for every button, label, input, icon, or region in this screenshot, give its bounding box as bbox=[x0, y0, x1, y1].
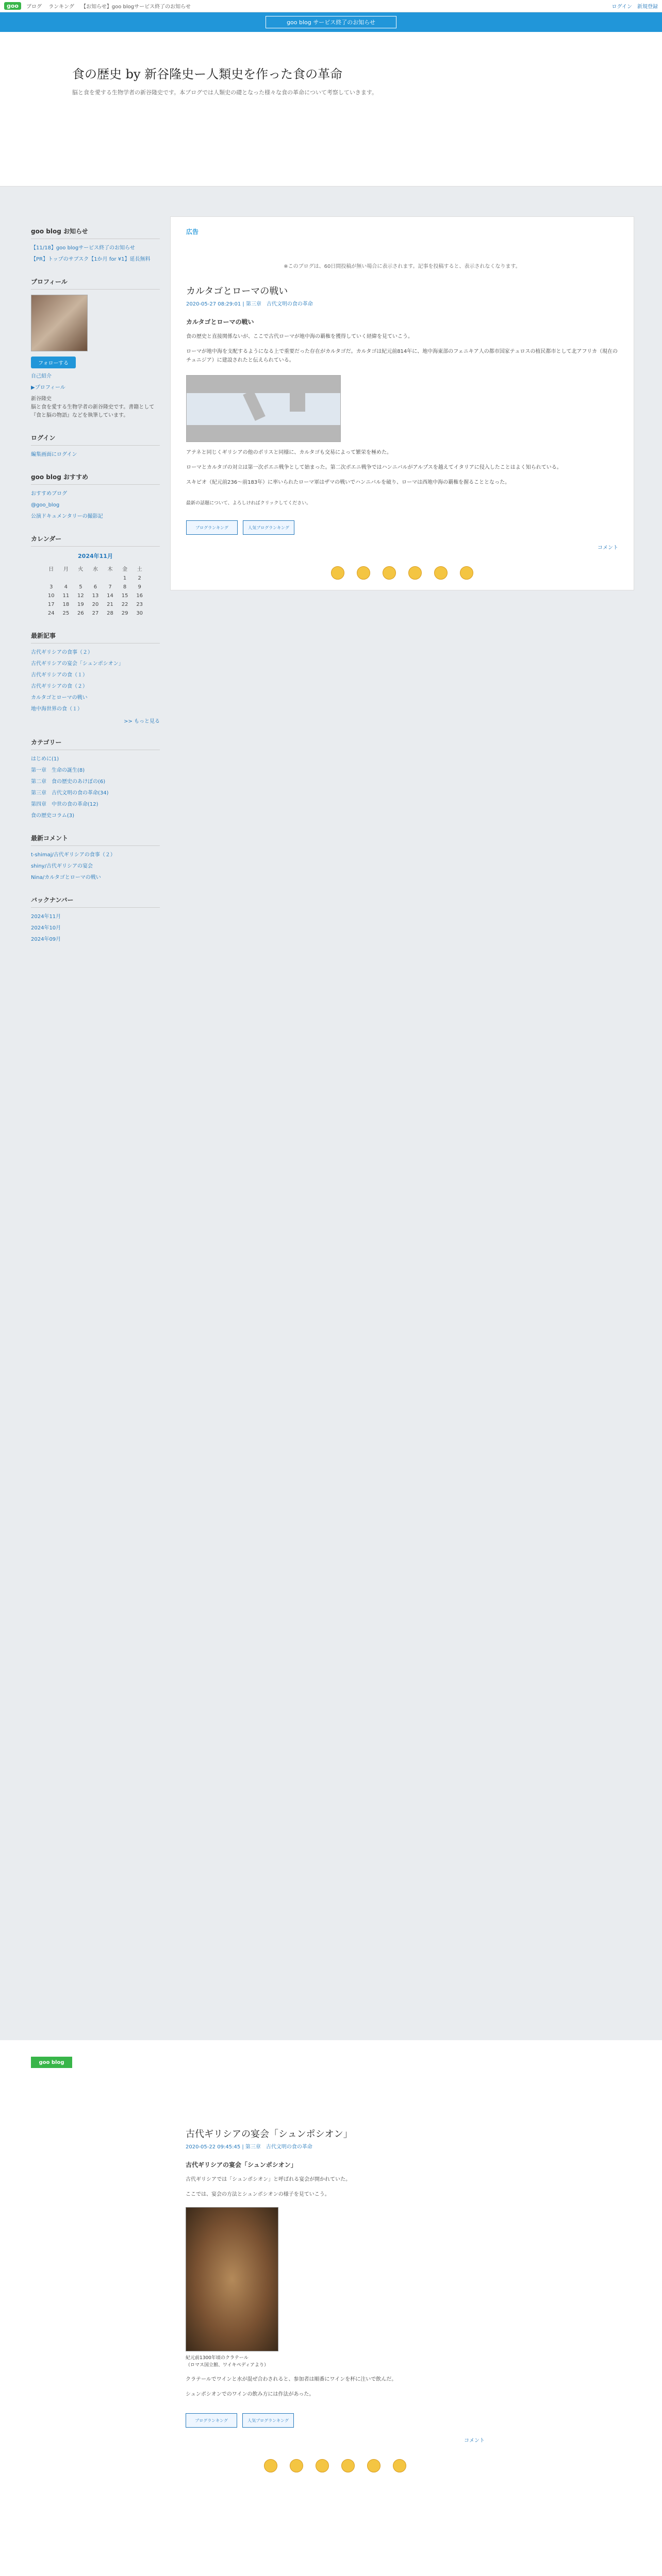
calendar-week-row bbox=[44, 583, 147, 591]
calendar-weekday-row bbox=[44, 563, 147, 574]
reaction-icon[interactable] bbox=[264, 2459, 277, 2472]
blog-title[interactable]: 食の歴史 by 新谷隆史ー人類史を作った食の革命 bbox=[72, 67, 343, 81]
top-nav bbox=[26, 2, 196, 10]
calendar-week-row bbox=[44, 609, 147, 618]
recent-block bbox=[31, 631, 160, 724]
calendar-day[interactable]: 3 bbox=[49, 584, 53, 590]
calendar-day[interactable]: 23 bbox=[136, 602, 143, 607]
nav-blog-link[interactable]: ブログ bbox=[26, 4, 42, 10]
more-link-text[interactable]: >> もっと見る bbox=[124, 719, 160, 724]
calendar-day[interactable]: 13 bbox=[92, 593, 99, 599]
calendar-day[interactable]: 22 bbox=[121, 602, 128, 607]
comment-entry-link[interactable]: t-shimaj/古代ギリシアの食事（２） bbox=[31, 852, 115, 858]
more-link[interactable] bbox=[31, 717, 160, 724]
entry-title[interactable]: カルタゴとローマの戦い bbox=[186, 286, 288, 297]
calendar-day[interactable] bbox=[59, 574, 74, 583]
comments-heading: 最新コメント bbox=[31, 834, 160, 846]
calendar-day[interactable]: 1 bbox=[123, 575, 127, 581]
profile-name: 新谷隆史 bbox=[31, 396, 52, 402]
recent-entry-link[interactable]: 古代ギリシアの食（１） bbox=[31, 672, 88, 678]
category-link[interactable]: 第二章 食の歴史のあけぼの(6) bbox=[31, 779, 106, 785]
calendar-day[interactable]: 26 bbox=[77, 611, 84, 616]
calendar-day[interactable]: 19 bbox=[77, 602, 84, 607]
entry-paragraph: アテネと同じくギリシアの他のポリスと同様に、カルタゴも交易によって繁栄を極めた。 bbox=[186, 450, 392, 455]
notice-bar bbox=[0, 12, 662, 32]
notice-item[interactable]: 【11/18】goo blogサービス終了のお知らせ bbox=[31, 245, 135, 251]
recent-entry-link[interactable]: カルタゴとローマの戦い bbox=[31, 695, 88, 701]
calendar-day[interactable] bbox=[103, 574, 118, 583]
calendar-day[interactable]: 16 bbox=[136, 593, 143, 599]
category-block bbox=[31, 738, 160, 820]
recent-list bbox=[31, 649, 160, 714]
recent-entry-link[interactable]: 古代ギリシアの宴会「シュンポシオン」 bbox=[31, 661, 124, 667]
category-link[interactable]: 食の歴史コラム(3) bbox=[31, 813, 75, 819]
reaction-icon[interactable] bbox=[331, 566, 344, 580]
profile-link[interactable]: 自己紹介 bbox=[31, 374, 52, 379]
second-entry-page bbox=[0, 2040, 662, 2576]
calendar-day[interactable] bbox=[44, 574, 59, 583]
calendar-heading: カレンダー bbox=[31, 534, 160, 547]
category-link[interactable]: 第三章 古代文明の食の革命(34) bbox=[31, 790, 109, 796]
ranking-badges bbox=[186, 2413, 485, 2428]
profile-avatar bbox=[31, 295, 88, 351]
calendar-day[interactable]: 17 bbox=[47, 602, 55, 607]
service-end-notice-link[interactable]: goo blog サービス終了のお知らせ bbox=[266, 16, 396, 28]
calendar-day[interactable]: 28 bbox=[107, 611, 113, 616]
calendar-day[interactable]: 15 bbox=[121, 593, 128, 599]
entry-section-heading: 古代ギリシアの宴会「シュンポシオン」 bbox=[186, 2161, 297, 2168]
calendar-day[interactable]: 8 bbox=[123, 584, 127, 590]
login-heading: ログイン bbox=[31, 433, 160, 446]
calendar-block bbox=[31, 534, 160, 618]
calendar-day[interactable]: 11 bbox=[62, 593, 70, 599]
recent-entry-link[interactable]: 古代ギリシアの食（２） bbox=[31, 684, 88, 689]
nav-notice-link[interactable]: 【お知らせ】goo blogサービス終了のお知らせ bbox=[81, 4, 191, 10]
recent-heading: 最新記事 bbox=[31, 631, 160, 643]
register-link[interactable]: 新規登録 bbox=[637, 4, 658, 10]
reaction-icon[interactable] bbox=[316, 2459, 329, 2472]
entry-paragraph: クラテールでワインと水が混ぜ合わされると、参加者は順番にワインを杯に注いで飲んだ。 bbox=[186, 2377, 397, 2382]
comment-link[interactable]: コメント bbox=[464, 2438, 485, 2444]
comment-list bbox=[31, 851, 160, 882]
backnumber-list bbox=[31, 913, 160, 944]
entry-section-heading: カルタゴとローマの戦い bbox=[186, 318, 254, 326]
calendar-day[interactable]: 5 bbox=[79, 584, 82, 590]
category-link[interactable]: 第一章 生命の誕生(8) bbox=[31, 768, 85, 773]
calendar-day[interactable]: 20 bbox=[92, 602, 99, 607]
goo-logo[interactable]: goo bbox=[4, 2, 21, 10]
reaction-icon[interactable] bbox=[290, 2459, 303, 2472]
reaction-icon[interactable] bbox=[367, 2459, 380, 2472]
entry-title[interactable]: 古代ギリシアの宴会「シュンポシオン」 bbox=[186, 2129, 353, 2140]
mediterranean-map-image bbox=[186, 375, 341, 442]
notice-item[interactable]: 【PR】トップのサブスク【1か月 for ¥1】延長無料 bbox=[31, 257, 151, 262]
entry-paragraph: ローマとカルタゴの対立は第一次ポエニ戦争として始まった。第二次ポエニ戦争ではハンニバルがアルプスを越えてイタリアに侵入したことはよく知られている。 bbox=[186, 465, 562, 470]
recent-entry-link[interactable]: 古代ギリシアの食事（２） bbox=[31, 650, 93, 655]
recommend-item[interactable]: おすすめブログ bbox=[31, 491, 68, 497]
login-link[interactable]: ログイン bbox=[611, 4, 632, 10]
entry-paragraph: スキピオ（紀元前236〜前183年）に率いられたローマ軍はザマの戦いでハンニバルを破り、ローマは西地中海の覇権を握ることとなった。 bbox=[186, 480, 510, 485]
entry-meta[interactable]: 2020-05-27 08:29:01 | 第三章 古代文明の食の革命 bbox=[186, 301, 313, 307]
recent-entry-link[interactable]: 地中海世界の食（１） bbox=[31, 706, 82, 712]
entry-paragraph: 食の歴史と直接関係ないが、ここで古代ローマが地中海の覇権を獲得していく経緯を見ていこう。 bbox=[186, 334, 413, 340]
calendar-day[interactable]: 24 bbox=[47, 611, 55, 616]
calendar-day[interactable]: 4 bbox=[64, 584, 68, 590]
second-entry-body bbox=[186, 2112, 485, 2472]
ranking-badge[interactable]: ブログランキング bbox=[186, 2413, 237, 2428]
calendar-weekday: 土 bbox=[137, 567, 142, 572]
notices-heading: goo blog お知らせ bbox=[31, 227, 160, 239]
nav-ranking-link[interactable]: ランキング bbox=[48, 4, 74, 10]
calendar-day[interactable]: 21 bbox=[107, 602, 113, 607]
ad-notice: ※このブログは、60日間投稿が無い場合に表示されます。記事を投稿すると、表示されなくなります。 bbox=[284, 264, 521, 269]
calendar-weekday: 水 bbox=[92, 567, 98, 572]
comment-entry-link[interactable]: Nina/カルタゴとローマの戦い bbox=[31, 875, 101, 880]
ranking-note: 最新の話題について、よろしければクリックしてください。 bbox=[186, 501, 311, 506]
calendar-day[interactable] bbox=[73, 574, 88, 583]
profile-link[interactable]: ▶プロフィール bbox=[31, 385, 65, 391]
calendar-day[interactable]: 29 bbox=[121, 611, 128, 616]
recommend-block bbox=[31, 472, 160, 521]
reaction-row bbox=[186, 2459, 485, 2472]
category-heading: カテゴリー bbox=[31, 738, 160, 750]
ranking-badge[interactable]: 人気ブログランキング bbox=[242, 2413, 294, 2428]
calendar-day[interactable]: 12 bbox=[77, 593, 84, 599]
profile-text: 脳と食を愛する生物学者の新谷隆史です。書籍として『食と脳の物語』などを執筆しています。 bbox=[31, 404, 155, 418]
blog-description: 脳と食を愛する生物学者の新谷隆史です。本ブログでは人類史の礎となった様々な食の革命について考察していきます。 bbox=[72, 89, 378, 96]
calendar-day[interactable]: 25 bbox=[62, 611, 70, 616]
login-block bbox=[31, 433, 160, 459]
entry-paragraph: ここでは、宴会の方法とシュンポシオンの様子を見ていこう。 bbox=[186, 2192, 330, 2197]
recommend-item[interactable]: @goo_blog bbox=[31, 502, 60, 508]
calendar-week-row bbox=[44, 600, 147, 609]
reaction-icon[interactable] bbox=[460, 566, 473, 580]
backnumber-block bbox=[31, 895, 160, 944]
ranking-badge[interactable]: 人気ブログランキング bbox=[243, 520, 294, 535]
reaction-icon[interactable] bbox=[434, 566, 448, 580]
reaction-icon[interactable] bbox=[341, 2459, 355, 2472]
calendar-week-row bbox=[44, 591, 147, 600]
goo-blog-logo[interactable]: goo blog bbox=[31, 2057, 72, 2068]
recommend-heading: goo blog おすすめ bbox=[31, 472, 160, 485]
profile-heading: プロフィール bbox=[31, 277, 160, 290]
ranking-badge[interactable]: ブログランキング bbox=[186, 520, 238, 535]
image-caption: 紀元前1300年頃のクラテール （ロマス国立館、ワイキペディアより） bbox=[186, 2355, 269, 2368]
calendar-day[interactable]: 27 bbox=[92, 611, 99, 616]
comment-entry-link[interactable]: shiny/古代ギリシアの宴会 bbox=[31, 863, 93, 869]
main-column bbox=[170, 216, 634, 590]
entry-paragraph: シュンポシオンでのワインの飲み方には作法があった。 bbox=[186, 2392, 315, 2397]
calendar-weekday: 火 bbox=[78, 567, 84, 572]
category-link[interactable]: 第四章 中世の食の革命(12) bbox=[31, 802, 98, 807]
comment-link[interactable]: コメント bbox=[598, 545, 618, 551]
reaction-icon[interactable] bbox=[383, 566, 396, 580]
category-list bbox=[31, 755, 160, 820]
reaction-icon[interactable] bbox=[408, 566, 422, 580]
calendar-day[interactable]: 10 bbox=[47, 593, 55, 599]
profile-block bbox=[31, 277, 160, 420]
reaction-icon[interactable] bbox=[393, 2459, 406, 2472]
calendar-day[interactable]: 14 bbox=[107, 593, 113, 599]
calendar-day[interactable]: 30 bbox=[136, 611, 143, 616]
entry-paragraph: ローマが地中海を支配するようになる上で重要だった存在がカルタゴだ。カルタゴは紀元前814年に、地中海東部のフェニキア人の都市国家テュロスの植民都市として北アフリカ（現在のチュニジア）に建設されたと伝えられている。 bbox=[186, 349, 618, 363]
calendar-month: 2024年11月 bbox=[78, 553, 113, 560]
calendar-weekday: 金 bbox=[122, 567, 128, 572]
login-edit-link[interactable]: 編集画面にログイン bbox=[31, 452, 77, 457]
entry-paragraph: 古代ギリシアでは「シュンポシオン」と呼ばれる宴会が開かれていた。 bbox=[186, 2177, 351, 2182]
calendar-day[interactable] bbox=[88, 574, 103, 583]
reaction-row bbox=[186, 566, 618, 580]
calendar-day[interactable]: 7 bbox=[108, 584, 112, 590]
backnumber-heading: バックナンバー bbox=[31, 895, 160, 908]
ranking-badges bbox=[186, 520, 618, 535]
category-link[interactable]: はじめに(1) bbox=[31, 756, 59, 762]
calendar-table bbox=[44, 563, 147, 618]
entry-meta[interactable]: 2020-05-22 09:45:45 | 第三章 古代文明の食の革命 bbox=[186, 2144, 312, 2150]
calendar-day[interactable]: 6 bbox=[93, 584, 97, 590]
calendar-day[interactable]: 2 bbox=[138, 575, 141, 581]
reaction-icon[interactable] bbox=[357, 566, 370, 580]
calendar-day[interactable]: 18 bbox=[62, 602, 70, 607]
calendar-weekday: 木 bbox=[107, 567, 113, 572]
calendar-week-row bbox=[44, 574, 147, 583]
comments-block bbox=[31, 834, 160, 882]
backnumber-link[interactable]: 2024年11月 bbox=[31, 914, 61, 920]
recommend-item[interactable]: 公演ドキュメンタリーの撮影記 bbox=[31, 514, 103, 519]
krater-vase-image bbox=[186, 2207, 278, 2351]
backnumber-link[interactable]: 2024年10月 bbox=[31, 925, 61, 931]
sidebar bbox=[31, 227, 160, 957]
follow-button[interactable]: フォローする bbox=[31, 357, 76, 368]
ad-label: 広告 bbox=[186, 228, 199, 235]
backnumber-link[interactable]: 2024年09月 bbox=[31, 937, 61, 942]
calendar-weekday: 月 bbox=[63, 567, 69, 572]
blog-header bbox=[0, 32, 662, 187]
top-right-links bbox=[612, 2, 658, 10]
notices-block bbox=[31, 227, 160, 264]
calendar-weekday: 日 bbox=[48, 567, 54, 572]
top-bar bbox=[0, 0, 662, 12]
calendar-day[interactable]: 9 bbox=[138, 584, 141, 590]
